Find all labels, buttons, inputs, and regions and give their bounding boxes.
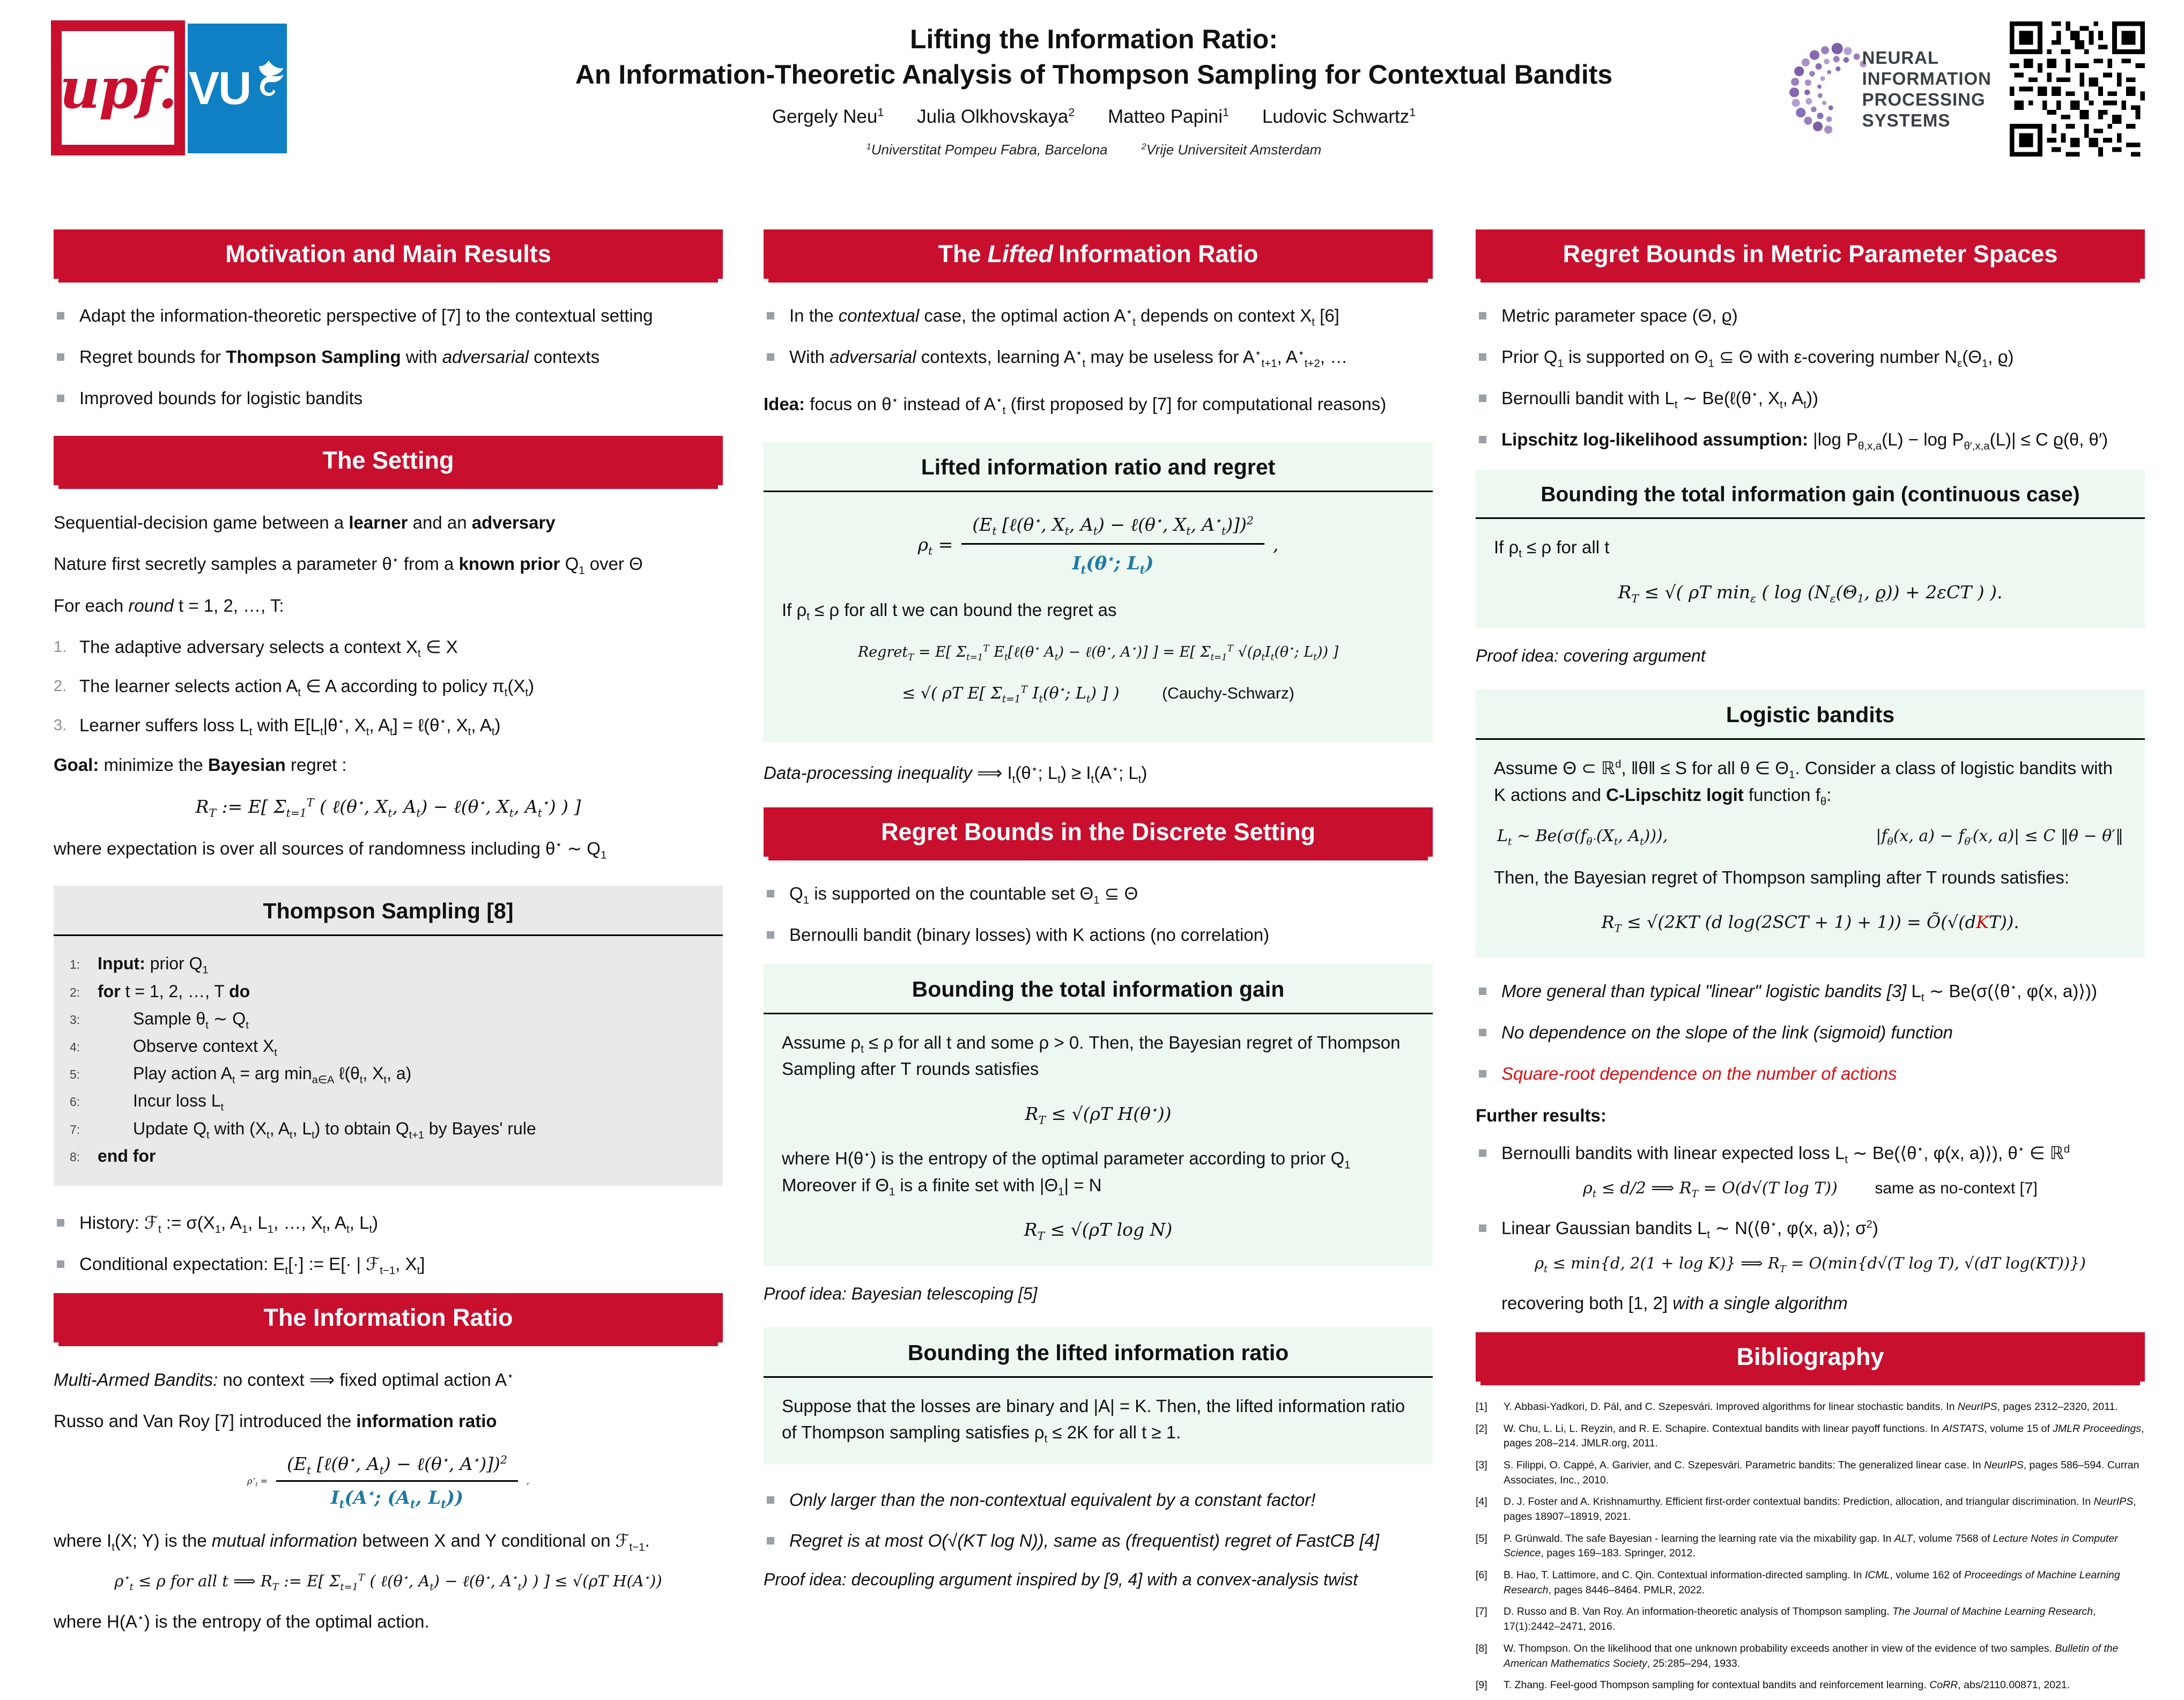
theorem-title: Bounding the lifted information ratio — [907, 1340, 1289, 1365]
list-item: Conditional expectation: $E_t[\cdot]$ := E[· | ℱ$_{t-1}$, $X_t$] — [54, 1252, 723, 1277]
lifted-bound-bullets — [764, 1488, 1433, 1554]
vu-griffin-icon — [251, 58, 286, 101]
history-bullets — [54, 1211, 723, 1277]
theorem-body: Assume $\rho_t \le \rho$ for all t and some ρ > 0. Then, the Bayesian regret of Thompson Sampling after T rounds satisfies — [782, 1032, 1401, 1079]
list-item: Lipschitz log-likelihood assumption: |log $P_{\theta,x,a}(L) - \log P_{\theta',x,a}(L)| \le C$ ϱ(θ, θ′) — [1476, 427, 2145, 452]
no-context-note: same as no-context [7] — [1875, 1179, 2038, 1198]
poster-title-line1: Lifting the Information Ratio: — [909, 24, 1278, 54]
regret-entropy-formula: $R_T \le √(\rho T$ H(θ⋆)) — [1025, 1103, 1172, 1127]
list-item: No dependence on the slope of the link (sigmoid) function — [1476, 1020, 2145, 1045]
list-item-highlight: Square-root dependence on the number of actions — [1476, 1061, 2145, 1087]
column-middle — [764, 229, 1433, 1613]
russo-line: Russo and Van Roy [7] introduced the information ratio — [54, 1411, 497, 1431]
algorithm-line: 2: for t = 1, 2, …, T do — [70, 981, 250, 1001]
section-title-setting: The Setting — [54, 436, 723, 485]
thompson-sampling-algorithm-box — [54, 886, 723, 1186]
column-right — [1476, 229, 2145, 1700]
list-item: Regret is at most O(√(KT log N)), same as (frequentist) regret of FastCB [4] — [764, 1528, 1433, 1554]
setting-where: where expectation is over all sources of randomness including θ⋆ ∼ $Q_1$ — [54, 838, 607, 862]
further-results-label: Further results: — [1476, 1105, 1606, 1125]
list-item: Improved bounds for logistic bandits — [54, 386, 723, 411]
theorem-title: Lifted information ratio and regret — [921, 454, 1276, 479]
continuous-information-gain-box — [1476, 470, 2145, 628]
algorithm-line: 8: end for — [70, 1146, 156, 1165]
further-results-section — [1476, 1103, 2145, 1316]
author: Gergely Neu$^1$ — [772, 105, 884, 127]
section-title-metric: Regret Bounds in Metric Parameter Spaces — [1476, 229, 2145, 279]
list-item: Bernoulli bandits with linear expected loss $L_t$ ∼ Be(⟨θ⋆, φ(x, a)⟩), θ⋆ ∈ ℝ$^d$ — [1476, 1141, 2145, 1166]
bib-entry: [2] W. Chu, L. Li, L. Reyzin, and R. E. Schapire. Contextual bandits with linear payoff functions. In AISTATS, volume 15 of JMLR Proceedings, pages 208–214. JMLR.org, 2011. — [1476, 1422, 2144, 1450]
setting-goal: Goal: minimize the Bayesian regret : — [54, 754, 347, 775]
affiliation: $^1$Universtitat Pompeu Fabra, Barcelona — [866, 142, 1108, 158]
upf-logo — [51, 20, 185, 155]
qr-code — [2010, 21, 2145, 157]
algorithm-line: 6: Incur loss $L_t$ — [70, 1091, 224, 1113]
information-ratio-section — [54, 1367, 723, 1635]
list-item: Linear Gaussian bandits $L_t$ ∼ N(⟨θ⋆, φ(x, a)⟩; $\sigma^2$) — [1476, 1216, 2145, 1241]
theorem-title: Bounding the total information gain — [912, 976, 1285, 1001]
theorem-title: Bounding the total information gain (continuous case) — [1541, 483, 2080, 507]
list-item: Prior $Q_1$ is supported on $\Theta_1$ ⊆ Θ with ε-covering number $N_\varepsilon(\Theta_1$, ϱ) — [1476, 345, 2145, 370]
list-item: More general than typical "linear" logistic bandits [3] $L_t$ ∼ Be(σ(⟨θ⋆, φ(x, a)⟩)) — [1476, 979, 2145, 1004]
bib-entry: [1] Y. Abbasi-Yadkori, D. Pál, and C. Szepesvári. Improved algorithms for linear stochastic bandits. In NeurIPS, pages 2312–2320, 2011. — [1476, 1400, 2118, 1413]
discrete-bullets — [764, 881, 1433, 948]
neurips-logo — [1785, 20, 1991, 159]
algorithm-line: 3: Sample $\theta_t$ ∼ $Q_t$ — [70, 1008, 249, 1031]
algorithm-line: 1: Input: prior $Q_1$ — [70, 954, 209, 976]
setting-step: 1. The adaptive adversary selects a context $X_t$ ∈ X — [54, 637, 458, 660]
theorem-body: Then, the Bayesian regret of Thompson sampling after T rounds satisfies: — [1494, 867, 2070, 888]
logistic-regret-formula: $R_T \le √(2KT$ (d log(2SCT + 1) + 1)) = Õ(√(dKT)). — [1601, 911, 2019, 935]
regret-logn-formula: $R_T \le √(\rho T$ log N) — [1024, 1219, 1173, 1243]
section-title-bibliography: Bibliography — [1476, 1332, 2145, 1382]
algorithm-title: Thompson Sampling [8] — [263, 899, 514, 924]
proof-idea-telescoping: Proof idea: Bayesian telescoping [5] — [764, 1283, 1038, 1303]
theorem-body: Moreover if $\Theta_1$ is a finite set with $|\Theta_1| = N$ — [782, 1175, 1102, 1198]
poster-header — [483, 21, 1705, 158]
algorithm-line: 7: Update $Q_t$ with ($X_t$, $A_t$, $L_t$) to obtain $Q_{t+1}$ by Bayes' rule — [70, 1118, 536, 1141]
gaussian-formula: $\rho_t \le \min\{d$, 2(1 + log K)} ⟹ $R_T = O(\min\{d√(T$ log T), √(dT log(KT))}) — [1535, 1254, 2086, 1275]
idea-line: Idea: focus on θ⋆ instead of $A^⋆_t$ (first proposed by [7] for computational reasons) — [764, 394, 1387, 417]
setting-round: For each round t = 1, 2, …, T: — [54, 596, 284, 616]
information-ratio-formula: $\rho^⋆_t$ = $\frac{(E_t [\ell(\theta^⋆, A_t) - \ell(\theta^⋆, A^⋆)])^2}{I_t(A^⋆; (A_t, L_t))}$ , — [247, 1453, 530, 1511]
list-item: Bernoulli bandit (binary losses) with K actions (no correlation) — [764, 923, 1433, 948]
motivation-section — [54, 303, 723, 411]
lifted-ratio-formula: $\rho_t$ = $\frac{(E_t [\ell(\theta^⋆, X_t, A_t) - \ell(\theta^⋆, X_t, A^⋆_t)])^2}{I_t(\theta^⋆; L_t)}$ , — [782, 511, 1415, 578]
lifted-ratio-theorem-box — [764, 442, 1433, 743]
lifted-ratio-bound-box — [764, 1327, 1433, 1464]
authors-line — [483, 106, 1705, 128]
poster-title-line2: An Information-Theoretic Analysis of Thompson Sampling for Contextual Bandits — [575, 60, 1613, 90]
mab-line: Multi-Armed Bandits: no context ⟹ fixed optimal action A⋆ — [54, 1369, 514, 1390]
vu-logo-text: VU — [188, 62, 251, 114]
algorithm-line: 4: Observe context $X_t$ — [70, 1036, 277, 1059]
list-item: In the contextual case, the optimal action $A^⋆_t$ depends on context $X_t$ [6] — [764, 303, 1433, 329]
affiliation: $^2$Vrije Universiteit Amsterdam — [1141, 142, 1322, 158]
cauchy-schwarz-formula: ≤ √( ρT E[ $\Sigma_{t=1}^T$ $I_t(\theta^⋆$; $L_t$) ] ) (Cauchy-Schwarz) — [902, 684, 1294, 706]
setting-step: 2. The learner selects action $A_t$ ∈ A according to policy $\pi_t(X_t)$ — [54, 675, 535, 699]
bib-entry: [6] B. Hao, T. Lattimore, and C. Qin. Contextual information-directed sampling. In ICML, volume 162 of Proceedings of Machine Learning Research, pages 8446–8464. PMLR, 2022. — [1476, 1569, 2120, 1596]
theorem-body: If $\rho_t \le \rho$ for all t — [1494, 537, 1610, 561]
affiliations-line — [483, 142, 1705, 158]
section-title-lifted-ratio: The Lifted Information Ratio — [764, 229, 1433, 279]
list-item: With adversarial contexts, learning $A^⋆_t$ may be useless for $A^⋆_{t+1}$, $A^⋆_{t+2}$, … — [764, 345, 1433, 370]
upf-logo-text: upf. — [60, 55, 176, 121]
bayesian-regret-formula: $R_T$ := E[ $\Sigma_{t=1}^T$ ( ℓ(θ⋆, $X_t$, $A_t$) − ℓ(θ⋆, $X_t$, $A_t^⋆$) ) ] — [195, 796, 581, 820]
algorithm-line: 5: Play action $A_t$ = arg $\min_{a\in A}$ $\ell(\theta_t$, $X_t$, a) — [70, 1064, 412, 1086]
setting-section — [54, 510, 723, 862]
list-item: Adapt the information-theoretic perspective of [7] to the contextual setting — [54, 303, 723, 329]
covering-bound-formula: $R_T$ ≤ √( ρT $\min_\varepsilon$ ( $\log (N_\varepsilon(\Theta_1$, ϱ)) + 2εCT ) ). — [1618, 581, 2003, 605]
theorem-body: Assume Θ ⊂ ℝ$^d$, ‖θ‖ ≤ S for all θ ∈ $\Theta_1$. Consider a class of logistic bandits with K actions and C-Lipschitz logit function $f_\theta$: — [1494, 758, 2113, 808]
lifted-intro — [764, 303, 1433, 417]
list-item: Metric parameter space (Θ, ϱ) — [1476, 303, 2145, 329]
bernoulli-linear-formula: $\rho_t \le d/2$ ⟹ $R_T = O(d√(T$ log T)) same as no-context [7] — [1583, 1179, 2038, 1200]
vu-logo — [188, 24, 287, 153]
theorem-title: Logistic bandits — [1726, 702, 1895, 727]
if-line: If $\rho_t \le \rho$ for all t we can bound the regret as — [782, 600, 1117, 623]
data-processing-line: Data-processing inequality ⟹ $I_t(\theta^⋆$; $L_t) \ge I_t(A^⋆$; $L_t$) — [764, 763, 1147, 786]
proof-idea-covering: Proof idea: covering argument — [1476, 646, 1706, 666]
bibliography-list — [1476, 1400, 2145, 1693]
setting-intro: Sequential-decision game between a learner and an adversary — [54, 512, 556, 532]
list-item: Regret bounds for Thompson Sampling with adversarial contexts — [54, 345, 723, 370]
bib-entry: [3] S. Filippi, O. Cappé, A. Garivier, and C. Szepesvári. Parametric bandits: The generalized linear case. In NeurIPS, pages 586–594. Curran Associates, Inc., 2010. — [1476, 1459, 2139, 1486]
logistic-model-formulas: $L_t$ ∼ $Be(\sigma(f_{\theta^⋆}(X_t$, $A_t$))), $|f_\theta(x$, $a) - f_{\theta'}(x$, a)| ≤ C ‖θ − θ′‖ — [1497, 827, 2123, 848]
author: Matteo Papini$^1$ — [1107, 105, 1230, 127]
setting-nature: Nature first secretly samples a parameter θ⋆ from a known prior $Q_1$ over Θ — [54, 554, 643, 577]
author: Julia Olkhovskaya$^2$ — [917, 105, 1075, 127]
ir-regret-bound-formula: $\rho^⋆_t \le \rho$ for all t ⟹ $R_T$ := E[ $\Sigma_{t=1}^T$ ( ℓ(θ⋆, $A_t$) − ℓ(θ⋆, $A^⋆_t$) ) ] ≤ √(ρT H(A⋆)) — [114, 1572, 662, 1593]
mutual-information-line: where $I_t(X$; Y) is the mutual information between X and Y conditional on ℱ$_{t-1}$. — [54, 1531, 650, 1554]
bib-entry: [8] W. Thompson. On the likelihood that one unknown probability exceeds another in view of the evidence of two samples. Bulletin of the American Mathematics Society, 25:285–294, 1933. — [1476, 1642, 2119, 1669]
neurips-logo-text: NEURAL INFORMATION PROCESSING SYSTEMS — [1862, 48, 1991, 130]
section-title-motivation: Motivation and Main Results — [54, 229, 723, 279]
list-item: Bernoulli bandit with $L_t$ ∼ Be(ℓ(θ⋆, $X_t$, $A_t$)) — [1476, 386, 2145, 411]
author: Ludovic Schwartz$^1$ — [1262, 105, 1416, 127]
theorem-body: Suppose that the losses are binary and |A| = K. Then, the lifted information ratio of Thompson sampling satisfies $\rho_t \le 2K$ for all t ≥ 1. — [782, 1395, 1405, 1445]
regret-chain-formula: Regret$_T$ = E[ $\Sigma_{t=1}^T$ $E_t[\ell(\theta^⋆$ $A_t$) − ℓ(θ⋆, A⋆)] ] = E[ $\Sigma_{t=1}^T$ $√(\rho_tI_t(\theta^⋆$; $L_t$)) ] — [857, 642, 1339, 662]
total-information-gain-box — [764, 964, 1433, 1266]
bib-entry: [9] T. Zhang. Feel-good Thompson sampling for contextual bandits and reinforcement learning. CoRR, abs/2110.00871, 2021. — [1476, 1679, 2070, 1691]
proof-idea-decoupling: Proof idea: decoupling argument inspired by [9, 4] with a convex-analysis twist — [764, 1570, 1358, 1590]
entropy-line: where H(A⋆) is the entropy of the optimal action. — [54, 1612, 430, 1632]
column-left — [54, 229, 723, 1651]
section-title-information-ratio: The Information Ratio — [54, 1293, 723, 1342]
list-item: $Q_1$ is supported on the countable set $\Theta_1$ ⊆ Θ — [764, 881, 1433, 907]
cauchy-schwarz-note: (Cauchy-Schwarz) — [1162, 685, 1294, 703]
section-title-discrete: Regret Bounds in the Discrete Setting — [764, 807, 1433, 857]
theorem-body: where H(θ⋆) is the entropy of the optimal parameter according to prior $Q_1$ — [782, 1148, 1351, 1171]
recovering-line: recovering both [1, 2] with a single algorithm — [1501, 1293, 1848, 1313]
bib-entry: [4] D. J. Foster and A. Krishnamurthy. Efficient first-order contextual bandits: Prediction, allocation, and triangular discrimination. In NeurIPS, pages 18907–18919, 2021. — [1476, 1496, 2136, 1523]
list-item: History: ℱ$_t$ := $\sigma(X_1$, $A_1$, $L_1$, …, $X_t$, $A_t$, $L_t$) — [54, 1211, 723, 1236]
setting-step: 3. Learner suffers loss $L_t$ with $E[L_t|\theta^⋆$, $X_t$, $A_t$] = ℓ(θ⋆, $X_t$, $A_t$) — [54, 715, 501, 738]
bib-entry: [7] D. Russo and B. Van Roy. An information-theoretic analysis of Thompson sampling. The Journal of Machine Learning Research, 17(1):2442–2471, 2016. — [1476, 1606, 2096, 1633]
logistic-bandits-box — [1476, 689, 2145, 957]
logistic-bullets — [1476, 979, 2145, 1087]
list-item: Only larger than the non-contextual equivalent by a constant factor! — [764, 1488, 1433, 1513]
bib-entry: [5] P. Grünwald. The safe Bayesian - learning the learning rate via the mixability gap. In ALT, volume 7568 of Lecture Notes in Computer Science, pages 169–183. Springer, 2012. — [1476, 1532, 2118, 1560]
metric-bullets — [1476, 303, 2145, 452]
